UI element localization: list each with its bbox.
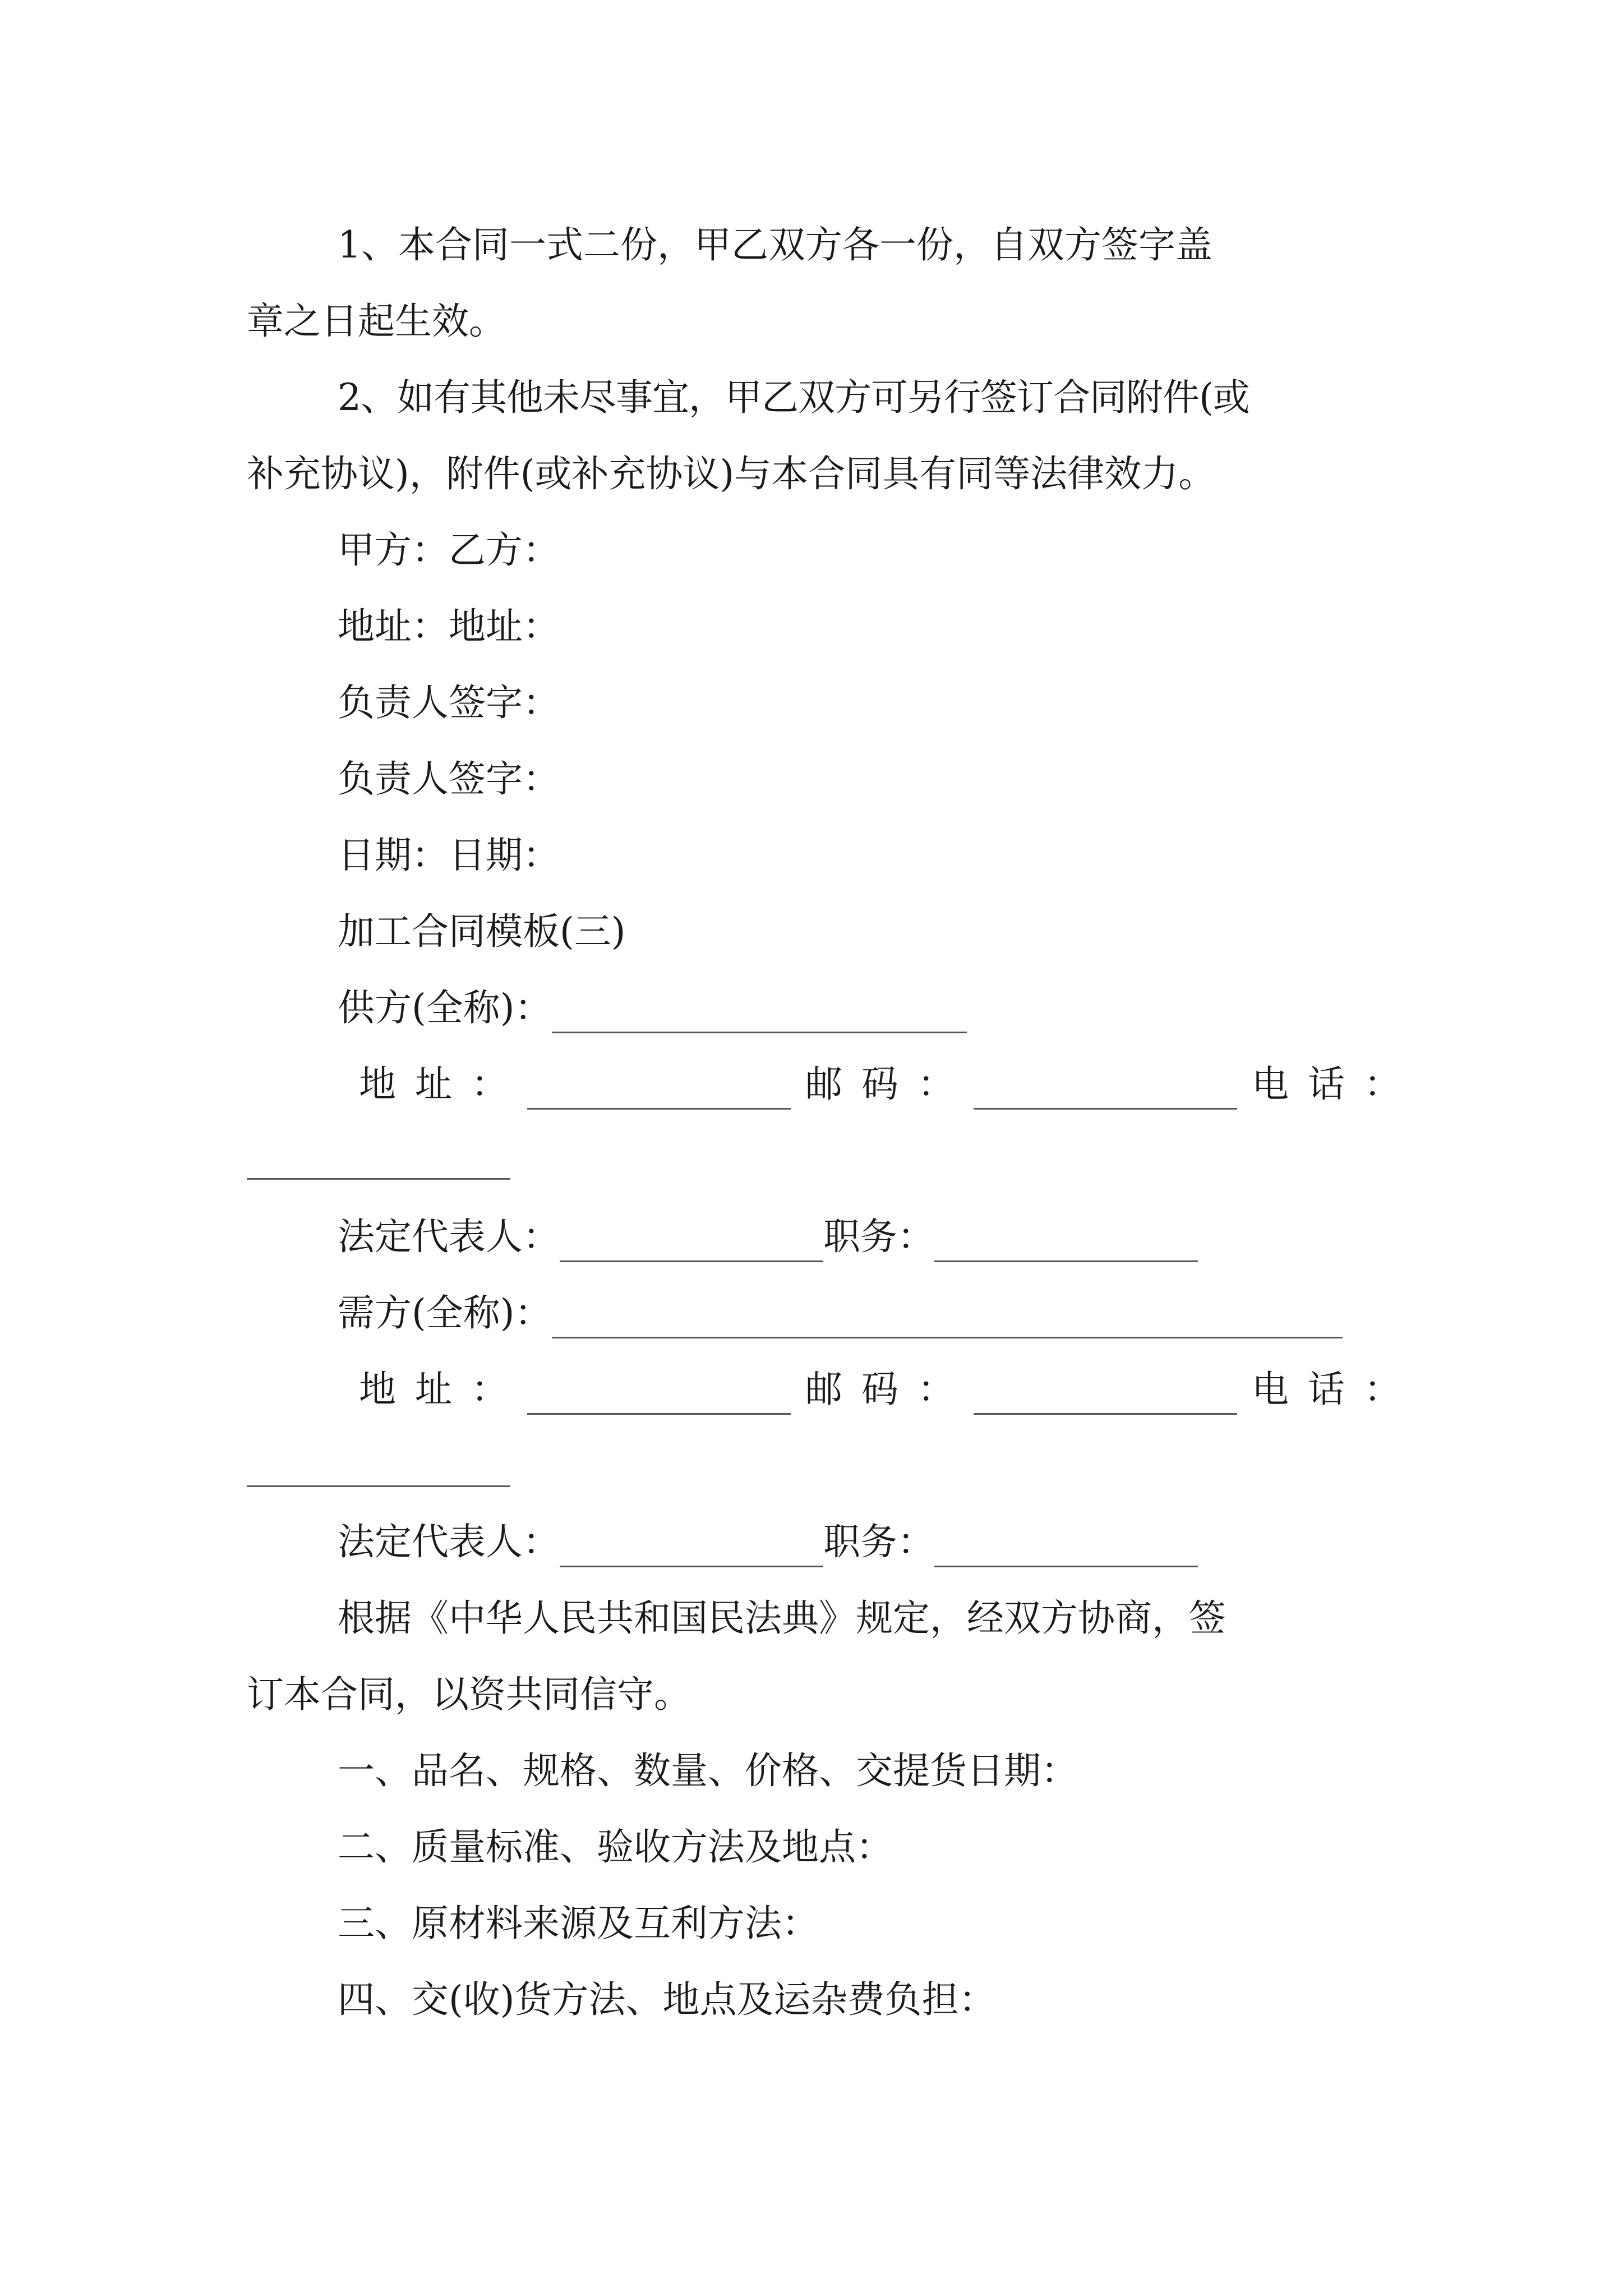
- paragraph-1-line-2: 章之日起生效。: [247, 300, 506, 343]
- buyer-postcode-label: 邮码：: [805, 1368, 974, 1411]
- buyer-contact-row: [359, 1364, 1420, 1415]
- basis-line-2: 订本合同，以资共同信守。: [247, 1673, 691, 1716]
- party-line: 甲方：乙方：: [338, 528, 560, 572]
- clause-2: 二、质量标准、验收方法及地点：: [338, 1825, 893, 1869]
- supplier-rep-row: [338, 1212, 1198, 1262]
- supplier-name-blank[interactable]: [552, 998, 967, 1033]
- date-line: 日期：日期：: [338, 834, 560, 877]
- buyer-postcode-blank[interactable]: [974, 1379, 1237, 1415]
- clause-4: 四、交(收)货方法、地点及运杂费负担：: [338, 1978, 996, 2021]
- signer-line-1: 负责人签字：: [338, 681, 560, 724]
- paragraph-2-line-1: 2、如有其他未尽事宜，甲乙双方可另行签订合同附件(或: [338, 376, 1249, 419]
- buyer-name-row: [338, 1288, 1343, 1338]
- buyer-name-label: 需方(全称)：: [338, 1291, 552, 1335]
- buyer-rep-row: [338, 1517, 1198, 1567]
- paragraph-2-line-2: 补充协议)，附件(或补充协议)与本合同具有同等法律效力。: [247, 452, 1216, 495]
- buyer-address-blank[interactable]: [527, 1379, 791, 1415]
- supplier-phone-blank[interactable]: [247, 1178, 510, 1180]
- clause-1: 一、品名、规格、数量、价格、交提货日期：: [338, 1749, 1078, 1792]
- buyer-address-label: 地址：: [359, 1368, 527, 1411]
- signer-line-2: 负责人签字：: [338, 757, 560, 800]
- supplier-rep-label: 法定代表人：: [338, 1215, 560, 1258]
- supplier-contact-row: [359, 1059, 1420, 1110]
- supplier-name-label: 供方(全称)：: [338, 986, 552, 1029]
- supplier-position-label: 职务：: [823, 1215, 934, 1258]
- supplier-postcode-label: 邮码：: [805, 1062, 974, 1106]
- supplier-postcode-blank[interactable]: [974, 1074, 1237, 1110]
- buyer-rep-label: 法定代表人：: [338, 1520, 560, 1563]
- supplier-rep-blank[interactable]: [560, 1227, 823, 1262]
- buyer-phone-blank[interactable]: [247, 1485, 510, 1487]
- supplier-phone-label: 电话：: [1252, 1062, 1420, 1106]
- basis-line-1: 根据《中华人民共和国民法典》规定，经双方协商，签: [338, 1596, 1226, 1640]
- paragraph-1-text: 1、本合同一式二份，甲乙双方各一份，自双方签字盖: [338, 223, 1212, 266]
- supplier-position-blank[interactable]: [934, 1227, 1198, 1262]
- paragraph-1-line-1: [338, 220, 1381, 270]
- supplier-address-blank[interactable]: [527, 1074, 791, 1110]
- buyer-phone-label: 电话：: [1252, 1368, 1420, 1411]
- template-title: 加工合同模板(三): [338, 910, 626, 953]
- buyer-position-blank[interactable]: [934, 1532, 1198, 1567]
- buyer-position-label: 职务：: [823, 1520, 934, 1563]
- buyer-name-blank[interactable]: [552, 1303, 1343, 1338]
- buyer-rep-blank[interactable]: [560, 1532, 823, 1567]
- supplier-name-row: [338, 983, 967, 1033]
- supplier-address-label: 地址：: [359, 1062, 527, 1106]
- address-line: 地址：地址：: [338, 605, 560, 648]
- clause-3: 三、原材料来源及互利方法：: [338, 1902, 819, 1945]
